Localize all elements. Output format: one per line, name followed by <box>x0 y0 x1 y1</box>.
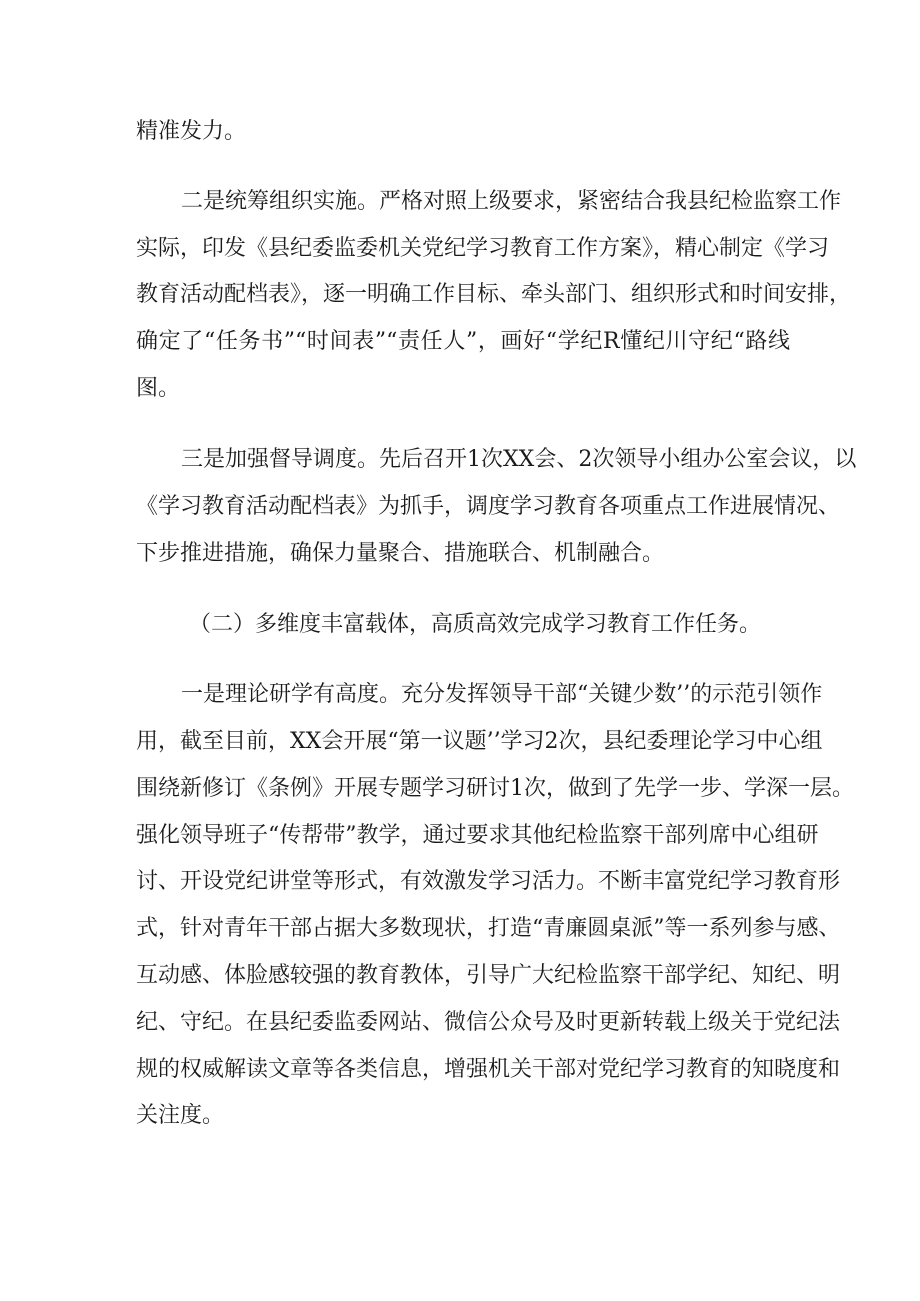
paragraph-line: 规的权威解读文章等各类信息，增强机关干部对党纪学习教育的知晓度和 <box>136 1057 841 1082</box>
paragraph-line: 精准发力。 <box>136 119 247 144</box>
paragraph-line: 《学习教育活动配档表》为抓手，调度学习教育各项重点工作进展情况、 <box>136 494 841 519</box>
paragraph-line: 互动感、体脸感较强的教育教体，引导广大纪检监察干部学纪、知纪、明 <box>136 963 841 988</box>
section-heading: （二）多维度丰富载体，高质高效完成学习教育工作任务。 <box>189 612 762 637</box>
paragraph-line: 讨、开设党纪讲堂等形式，有效激发学习活力。不断丰富党纪学习教育形 <box>136 869 841 894</box>
paragraph-line: 用，截至目前，XX会开展“第一议题’’学习2次，县纪委理论学习中心组 <box>136 729 823 754</box>
paragraph-line: 二是统筹组织实施。严格对照上级要求，紧密结合我县纪检监察工作 <box>181 189 842 214</box>
paragraph-line: 确定了“任务书”“时间表”“责任人”，画好“学纪R懂纪川守纪“路线 <box>136 329 790 354</box>
paragraph-line: 一是理论研学有高度。充分发挥领导干部“关键少数’’的示范引领作 <box>181 682 823 707</box>
paragraph-line: 教育活动配档表》，逐一明确工作目标、牵头部门、组织形式和时间安排， <box>136 282 852 307</box>
paragraph-line: 围绕新修订《条例》开展专题学习研讨1次，做到了先学一步、学深一层。 <box>136 776 854 801</box>
paragraph-line: 图。 <box>136 376 181 401</box>
paragraph-line: 式，针对青年干部占据大多数现状，打造“青廉圆桌派”等一系列参与感、 <box>136 916 841 941</box>
paragraph-line: 关注度。 <box>136 1103 225 1128</box>
paragraph-line: 三是加强督导调度。先后召开1次XX会、2次领导小组办公室会议，以 <box>181 447 857 472</box>
paragraph-line: 强化领导班子“传帮带”教学，通过要求其他纪检监察干部列席中心组研 <box>136 823 819 848</box>
paragraph-line: 实际，印发《县纪委监委机关党纪学习教育工作方案》，精心制定《学习 <box>136 236 830 261</box>
paragraph-line: 纪、守纪。在县纪委监委网站、微信公众号及时更新转载上级关于党纪法 <box>136 1010 841 1035</box>
paragraph-line: 下步推进措施，确保力量聚合、措施联合、机制融合。 <box>136 541 665 566</box>
